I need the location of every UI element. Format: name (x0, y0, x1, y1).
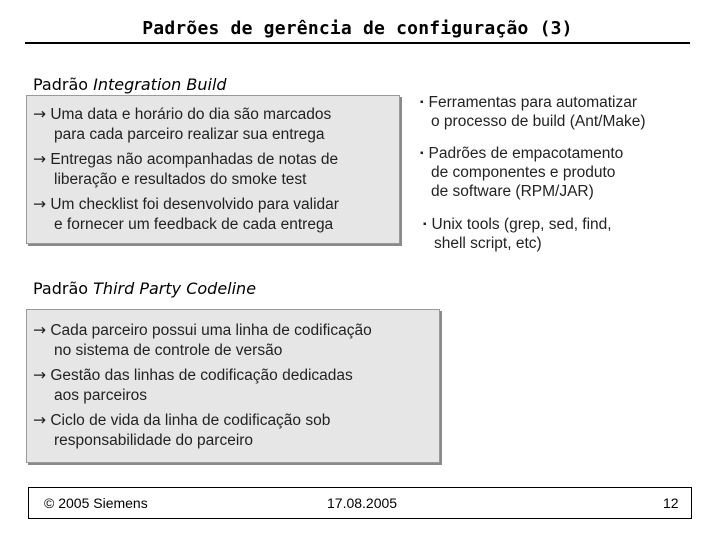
square-bullet-icon: ▪ (420, 97, 424, 108)
item-line: para cada parceiro realizar sua entrega (54, 126, 325, 143)
list-item (33, 320, 372, 361)
arrow-right-icon: → (33, 105, 46, 123)
bullet-line: de software (RPM/JAR) (431, 183, 594, 200)
integration-build-box (26, 95, 400, 244)
bullet-line: Ferramentas para automatizar (428, 94, 638, 111)
bullet-line: o processo de build (Ant/Make) (431, 113, 646, 130)
section-title-italic: Third Party Codeline (93, 279, 257, 298)
section-title-prefix: Padrão (33, 279, 94, 298)
item-line: Uma data e horário do dia são marcados (50, 106, 332, 123)
bullet-item (423, 215, 612, 253)
item-line: Gestão das linhas de codificação dedicadas (50, 367, 353, 384)
slide-title: Padrões de gerência de configuração (3) (142, 18, 573, 39)
list-item (33, 410, 330, 451)
item-line: Ciclo de vida da linha de codificação sob (50, 412, 331, 429)
item-line: Um checklist foi desenvolvido para validar (50, 196, 339, 213)
title-divider (25, 42, 690, 44)
bullet-line: Unix tools (grep, sed, find, (431, 216, 612, 233)
bullet-line: shell script, etc) (434, 235, 542, 252)
bullet-line: Padrões de empacotamento (428, 145, 624, 162)
arrow-right-icon: → (33, 321, 46, 339)
item-line: aos parceiros (54, 387, 148, 404)
item-line: liberação e resultados do smoke test (54, 171, 307, 188)
item-line: no sistema de controle de versão (54, 342, 283, 359)
arrow-right-icon: → (33, 150, 46, 168)
square-bullet-icon: ▪ (423, 219, 427, 230)
section-title-integration-build (33, 75, 227, 94)
third-party-codeline-box (26, 309, 440, 463)
item-line: responsabilidade do parceiro (54, 432, 254, 449)
footer-page-number: 12 (663, 495, 679, 511)
item-line: e fornecer um feedback de cada entrega (54, 216, 334, 233)
list-item (33, 149, 338, 190)
arrow-right-icon: → (33, 411, 46, 429)
arrow-right-icon: → (33, 366, 46, 384)
footer-date: 17.08.2005 (327, 495, 398, 511)
bullet-line: de componentes e produto (431, 164, 616, 181)
section-title-prefix: Padrão (33, 75, 94, 94)
arrow-right-icon: → (33, 195, 46, 213)
bullet-item (420, 93, 646, 131)
list-item (33, 365, 353, 406)
bullet-item (420, 144, 623, 201)
square-bullet-icon: ▪ (420, 148, 424, 159)
footer-copyright: © 2005 Siemens (44, 495, 148, 511)
item-line: Entregas não acompanhadas de notas de (50, 151, 339, 168)
item-line: Cada parceiro possui uma linha de codificação (50, 322, 372, 339)
list-item (33, 104, 331, 145)
section-title-italic: Integration Build (93, 75, 227, 94)
list-item (33, 194, 339, 235)
section-title-third-party-codeline (33, 279, 256, 298)
